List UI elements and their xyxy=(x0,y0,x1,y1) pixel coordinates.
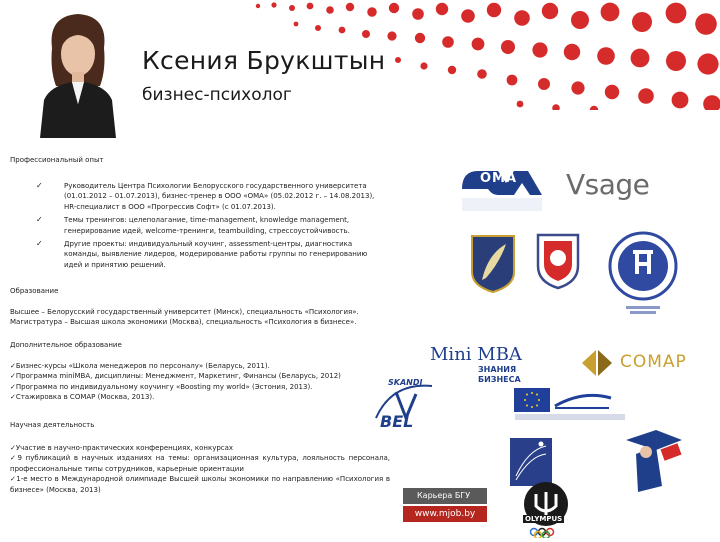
person-name: Ксения Брукштын xyxy=(142,46,386,75)
skandi-logo: SKANDI BEL xyxy=(372,378,442,432)
shield-emblem xyxy=(535,232,581,290)
olympus-logo: OLYMPUS xyxy=(512,480,580,538)
check-icon: ✓ xyxy=(10,362,16,370)
minimba-logo: Mini MBA ЗНАНИЯ БИЗНЕСА xyxy=(430,344,522,384)
hse-logo xyxy=(606,230,680,316)
karyera-logo: Карьера БГУ www.mjob.by xyxy=(403,488,487,524)
university-emblem xyxy=(468,232,518,294)
check-icon: ✓ xyxy=(10,372,16,381)
check-icon: ✓ xyxy=(36,181,43,190)
person-role: бизнес-психолог xyxy=(142,85,292,105)
section-title-research: Научная деятельность xyxy=(10,421,95,429)
experience-list xyxy=(36,181,382,273)
check-icon: ✓ xyxy=(36,215,43,225)
vsage-logo: Vsage xyxy=(566,168,650,201)
list-item: ✓ Темы тренингов: целеполагание, time-management, knowledge management, генерирование идей, welcome-тренинги, teambuilding, стрессоустойчивость. xyxy=(36,215,350,235)
check-icon: ✓ xyxy=(10,393,16,402)
education-text: Высшее – Белорусский государственный университет (Минск), специальность «Психология». Магистратура – Высшая школа экономики (Москва), специальность «Психология в бизнесе». xyxy=(10,308,359,327)
graduate-illustration xyxy=(616,426,690,496)
eu-flag xyxy=(514,388,550,412)
check-icon: ✓ xyxy=(10,454,18,463)
check-icon: ✓ xyxy=(10,475,17,484)
comap-logo: COMAP xyxy=(580,348,710,378)
swoosh-logo xyxy=(553,388,613,412)
section-title-experience: Профессиональный опыт xyxy=(10,156,104,164)
oma-logo: OMA xyxy=(458,165,548,215)
additional-text: ✓Бизнес-курсы «Школа менеджеров по персоналу» (Беларусь, 2011). ✓Программа miniMBA, дисциплины: Менеджмент, Маркетинг, Финансы (Беларусь, 2012) ✓Программа по индивидуальному коучингу «Boosting my world» (Эстония, 2013). ✓Стажировка в COMAP (Москва, 2013). xyxy=(10,362,341,402)
check-icon: ✓ xyxy=(10,444,16,452)
list-item: ✓ Другие проекты: индивидуальный коучинг, assessment-центры, диагностика команды, выявление лидеров, модерирование работы группы по генерированию идей и принятию решений. xyxy=(36,239,368,269)
research-text: ✓Участие в научно-практических конференциях, конкурсах ✓9 публикаций в научных изданиях на темы: организационная культура, лояльность персонала, профессиональные типы сотрудников, карьерные ориентации ✓1-е место в Международной олимпиаде Высшей школы экономики по направлению «Психология в бизнесе» (Москва, 2013) xyxy=(10,444,390,494)
section-title-additional: Дополнительное образование xyxy=(10,341,122,349)
portrait-photo xyxy=(30,8,126,138)
section-title-education: Образование xyxy=(10,287,59,295)
program-caption xyxy=(515,414,625,420)
olympus-mark xyxy=(512,480,580,538)
check-icon: ✓ xyxy=(10,382,16,391)
check-icon: ✓ xyxy=(36,239,43,249)
list-item: ✓ Руководитель Центра Психологии Белорусского государственного университета (01.01.2012 – 01.07.2013), бизнес-тренер в ООО «ОМА» (05.02.2012 г. – 14.08.2013), HR-специалист в ООО «Прогрессив Софт» (с 01.07.2013). xyxy=(36,181,375,211)
comap-mark xyxy=(580,348,614,378)
